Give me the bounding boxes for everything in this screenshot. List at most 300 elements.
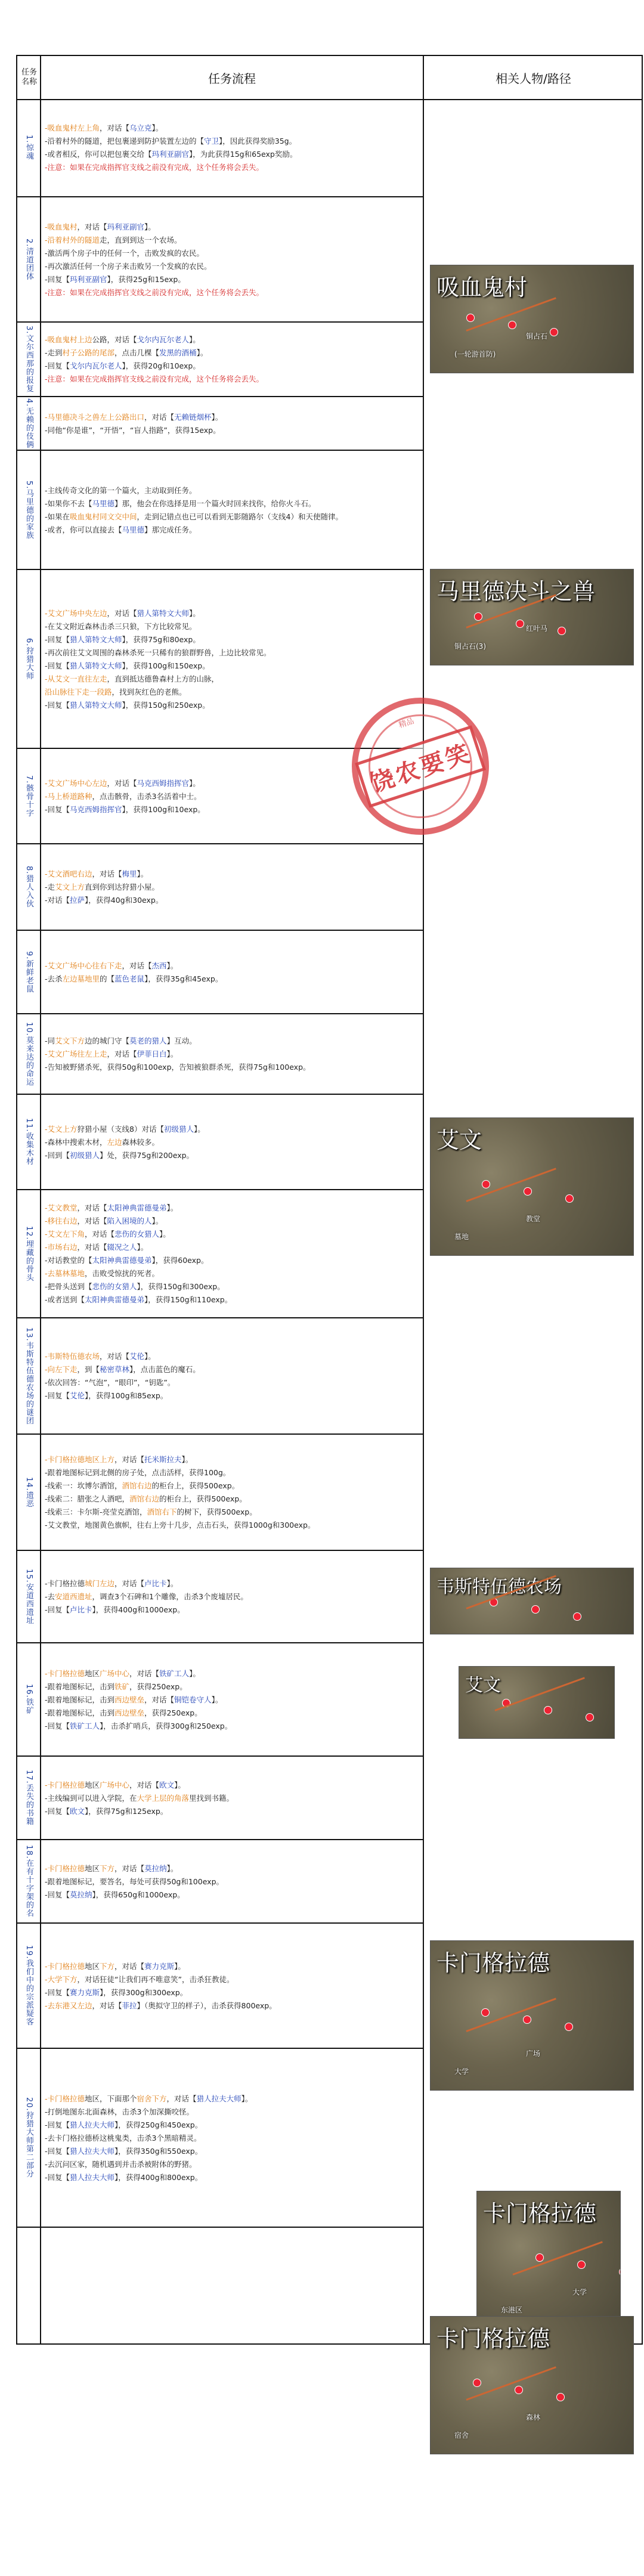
step-text: -回复【 [45,274,70,284]
step-text: 杰西 [151,961,167,970]
step-text: 猎人拉夫大师 [70,2120,115,2129]
task-step [45,1591,418,1602]
task-step [45,881,418,893]
step-text: 里找到书籍。 [189,1793,234,1803]
task-row [17,1190,423,1318]
step-text: 】。 [159,1230,171,1239]
map-title: 卡门格拉德 [483,2200,597,2227]
task-steps [45,1318,418,1433]
step-text: 赛力克斯 [70,1987,100,1997]
task-step [45,1792,418,1804]
task-name-text: 5.马里德的家族 [24,480,33,540]
task-steps [45,1757,418,1839]
step-text: 城门左边 [85,1579,115,1588]
step-text: 地区，下面那个 [85,2094,137,2103]
task-step [45,1048,418,1060]
task-step [45,1215,418,1227]
task-row [17,1643,423,1757]
task-step [45,1863,418,1874]
map-label: (一轮游首防) [454,350,496,358]
step-text: ，对话【 [166,2094,197,2103]
step-text: -回复【 [45,1806,70,1816]
step-text: 铁矿 [114,1682,130,1691]
step-text: 】，获得150g和300exp。 [137,1282,225,1291]
step-text: 】。 [151,1216,163,1225]
task-name [17,451,40,569]
task-row [17,1757,423,1840]
step-text: 玛利亚副官 [107,222,145,231]
step-text: 莫拉纳 [144,1863,167,1873]
step-text: 】。 [144,1352,156,1361]
step-text: ，到【 [77,1365,100,1374]
task-name [17,1924,40,2048]
step-text: 太阳神典雷德曼弟 [92,1256,152,1265]
step-text: -艾文酒吧右边 [45,869,92,878]
step-text: 】。 [166,1579,178,1588]
step-text: -再次前往艾文周围的森林杀死一只稀有的狼群野兽，上边比较常见。 [45,648,271,657]
task-step [45,1364,418,1375]
step-text: -回复【 [45,1987,70,1997]
step-text: -如果你不去【 [45,499,92,508]
task-step [45,894,418,906]
step-text: 马里德 [92,499,115,508]
step-text: 艾伦 [70,1391,85,1400]
task-name-text: 9.新鲜老鼠 [24,950,33,993]
step-text: 】。 [211,1695,223,1704]
task-step [45,1604,418,1615]
step-text: 狩猎小屋（支线8）对话【 [77,1124,164,1134]
task-steps [45,570,418,748]
task-name [17,1095,40,1189]
step-text: ，对话【 [77,222,107,231]
step-text: -卡门格拉德 [45,2094,85,2103]
step-text: -移往右边 [45,1216,78,1225]
step-text: 大学上层的角落 [137,1793,190,1803]
step-text: -去墓林墓地 [45,1269,85,1278]
step-text: -马上桥道路种 [45,791,92,801]
task-name [17,1014,40,1094]
map-title: 韦斯特伍德农场 [436,1577,562,1597]
map-marker-icon [565,1194,574,1203]
step-text: 】。 [181,1455,193,1464]
map-screenshot [430,1940,634,2091]
step-text: 】。 [166,1203,178,1212]
step-text: -把骨头送到【 [45,1282,92,1291]
step-text: 铁矿工人 [70,1721,100,1730]
step-text: -打倒地图东北面森林，击杀3个加深撕咬怪。 [45,2107,194,2116]
task-step [45,2000,418,2011]
task-steps [45,1095,418,1189]
map-marker-icon [474,612,482,621]
step-text: 】。 [189,1668,200,1678]
task-name [17,99,40,196]
task-steps [45,844,418,930]
step-text: 】处，获得75g和200exp。 [100,1150,194,1160]
task-name-text: 10.莫来达的命运 [24,1021,33,1086]
task-name-text: 4.无赖的伎俩 [24,398,33,449]
task-step [45,1035,418,1046]
map-marker-icon [481,2008,490,2017]
map-label: 红叶马 [526,624,548,633]
task-step [45,1578,418,1589]
map-marker-icon [565,2023,573,2031]
task-name [17,1318,40,1433]
step-text: -艾文广场中心左边 [45,778,107,788]
task-step [45,608,418,619]
task-step [45,122,418,134]
task-steps [45,2049,418,2227]
step-text: 悲伤的女猎人 [92,1282,137,1291]
step-text: 】，获得350g和550exp。 [114,2146,203,2156]
step-text: 拉萨 [70,896,85,905]
task-row [17,1840,423,1924]
map-title: 吸血鬼村 [436,274,528,301]
step-text: -回复【 [45,1890,70,1899]
step-text: -大学下方 [45,1974,78,1984]
task-step [45,148,418,160]
map-label: 铜占石(3) [454,642,486,651]
step-text: 蓝色老鼠 [114,974,145,983]
step-text: -吸血鬼村左上角 [45,123,100,132]
step-text: ，获得250exp。 [129,1682,187,1691]
step-text: 】，获得35g和45exp。 [144,974,223,983]
step-text: -卡门格拉德 [45,1961,85,1971]
task-step [45,634,418,645]
col-divider-2 [423,56,424,2343]
task-step [45,1681,418,1692]
task-name-text: 8.猎人入伙 [24,866,33,908]
step-text: -走到 [45,348,63,357]
step-text: ，对话【 [100,1352,130,1361]
map-screenshot [430,2316,634,2454]
step-text: 】。 [189,335,200,344]
task-name-text: 15.安道西遗址 [24,1568,33,1625]
step-text: -卡门格拉德 [45,1863,85,1873]
task-name-text: 20.狩猎大师第二部分 [24,2097,33,2178]
map-screenshot [476,2191,621,2329]
task-step [45,621,418,632]
step-text: 西边壁垒 [114,1695,145,1704]
task-step [45,2172,418,2183]
map-screenshot [430,1568,634,1634]
map-title: 卡门格拉德 [436,1950,550,1976]
step-text: -告知被野猪杀死，获得50g和100exp，告知被狼群杀死，获得75g和100exp。 [45,1063,311,1072]
step-text: ，对话【 [114,1961,145,1971]
step-text: ，对话【 [92,869,122,878]
step-text: 菲拉 [122,2001,137,2010]
map-marker-icon [523,2015,531,2024]
step-text: 】，获得250g和450exp。 [114,2120,203,2129]
step-text: 托米斯拉夫 [144,1455,182,1464]
step-text: -主线编到可以进入学院，在 [45,1793,137,1803]
task-steps [45,451,418,569]
step-text: 乌立克 [129,123,152,132]
step-text: -回复【 [45,2172,70,2182]
step-text: 】。 [166,1863,178,1873]
step-text: 】，获得400g和1000exp。 [92,1605,185,1614]
step-text: -线索三：卡尔斯-亮莹克酒馆， [45,1507,147,1516]
task-name-text: 17.丢失的书籍 [24,1770,33,1826]
task-step [45,660,418,671]
task-row [17,570,423,749]
task-row [17,1318,423,1435]
map-marker-icon [556,2393,565,2401]
task-step [45,673,418,685]
task-step [45,1454,418,1465]
step-text: 】，获得150g和250exp。 [122,700,210,710]
task-name [17,570,40,748]
task-step [45,1061,418,1073]
task-row [17,197,423,323]
step-text: ，对话【 [107,1049,137,1058]
step-text: -回复【 [45,2120,70,2129]
step-text: -艾文广场中央左边 [45,608,107,618]
step-text: 安道西遗址 [55,1592,92,1601]
step-text: -回复【 [45,1391,70,1400]
task-step [45,274,418,285]
step-text: ，对话【 [77,1243,107,1252]
step-text: 】。 [174,1961,185,1971]
task-step [45,1519,418,1531]
step-text: 】，点击蓝色的魔石。 [129,1365,200,1374]
step-text: 】。 [189,778,200,788]
task-step [45,360,418,371]
task-name [17,2049,40,2227]
map-marker-icon [508,321,516,329]
step-text: -回复【 [45,634,70,644]
step-text: -再次激活任何一个房子来击败另一个发疯的农民。 [45,261,212,271]
step-text: 】，因此获得奖励35g。 [219,137,297,145]
step-text: -同他“你是谁”，“开悟”，“盲人指路”，获得15exp。 [45,425,221,435]
map-label: 墓地 [454,1233,469,1241]
step-text: 初级猎人 [163,1124,194,1134]
step-text: 伊菲日白 [137,1049,167,1058]
task-row [17,1924,423,2049]
task-step [45,1480,418,1491]
step-text: 猎人第特文大师 [137,608,190,618]
step-text: -卡门格拉德地区上方 [45,1455,115,1464]
map-marker-icon [550,328,558,336]
step-text: ，走到记错点也已可以看到无影随路尔（支线4）和天使随律。 [137,512,343,521]
step-text: -回复【 [45,361,70,370]
task-step [45,287,418,298]
step-text: -艾文广场往左上走 [45,1049,107,1058]
step-text: -艾文上方 [45,1124,78,1134]
task-step [45,1377,418,1388]
step-text: 】。 [194,1124,205,1134]
table-header [17,56,642,100]
step-text: 酒馆右边 [122,1481,152,1490]
step-text: -对话教堂的【 [45,1256,92,1265]
header-name: 任务名称 [21,68,37,86]
task-steps [45,1190,418,1317]
step-text: 宿舍下方 [137,2094,167,2103]
task-name-text: 19.我们中的宗派疑客 [24,1945,33,2026]
step-text: 】。 [189,608,200,618]
task-name-text: 12.埋藏的骨头 [24,1225,33,1282]
task-step [45,411,418,423]
task-step [45,1150,418,1161]
step-text: -艾文教堂，地图黄色旗帜，往右上旁十几步，点击石头，获得1000g和300exp。 [45,1521,315,1530]
step-text: 】，获得650g和1000exp。 [92,1890,185,1899]
step-text: -或者送到【 [45,1295,85,1304]
step-text: -吸血鬼村上边 [45,335,92,344]
step-text: -跟着地图标记到北侧的房子处，点击活样，获得100g。 [45,1468,231,1477]
step-text: 边的城门守【 [85,1036,130,1045]
step-text: -跟着地图标记，击到 [45,1695,115,1704]
step-text: -回复【 [45,661,70,670]
task-step [45,699,418,711]
step-text: 吸血鬼村同文交中间 [70,512,137,521]
task-step [45,373,418,385]
task-steps [45,323,418,396]
step-text: 初级猎人 [70,1150,100,1160]
step-text: 森林较多。 [122,1137,160,1147]
step-text: 欧文 [159,1780,175,1789]
step-text: 】，获得300g和300exp。 [100,1987,188,1997]
step-text: 猎人第特文大师 [70,661,122,670]
task-step [45,334,418,345]
step-text: 下方 [100,1863,115,1873]
step-text: 发黑的酒桶 [159,348,197,357]
task-row [17,844,423,931]
map-screenshot [430,1117,634,1256]
map-marker-icon [524,1187,532,1196]
map-title: 艾文 [465,1675,501,1696]
map-label: 森林 [526,2413,541,2422]
task-name-text: 14.遗恶 [24,1476,33,1508]
task-step [45,1281,418,1292]
step-text: -同 [45,1036,55,1045]
step-text: ，对话【 [144,1695,175,1704]
task-step [45,1506,418,1518]
step-text: -跟着地图标记，击到 [45,1682,115,1691]
task-steps [45,1924,418,2048]
task-step [45,1137,418,1148]
step-text: 公路，对话【 [92,335,137,344]
task-name [17,323,40,396]
task-row [17,1014,423,1095]
step-text: ，对话【 [129,1780,160,1789]
step-text: 地区 [85,1961,100,1971]
step-text: -沿着村外的隧道 [45,235,100,244]
map-marker-icon [515,2386,523,2394]
header-flow: 任务流程 [208,71,256,86]
step-text: 】。 [174,1780,185,1789]
step-text: -去卡门格拉德桥这桃鬼类，击杀3个黑暗精灵。 [45,2133,202,2142]
task-row [17,2049,423,2228]
step-text: ，对话【 [107,608,137,618]
step-text: 无赖链烟杯 [174,412,212,422]
task-step [45,1974,418,1985]
map-title: 马里德决斗之兽 [436,578,596,605]
route-path [512,2241,602,2275]
task-step [45,425,418,436]
step-text: 卢比卡 [70,1605,92,1614]
task-step [45,1390,418,1401]
task-step [45,1806,418,1817]
route-path [494,1677,584,1711]
map-marker-icon [531,1605,540,1614]
step-text: ，对话【 [77,1203,107,1212]
map-label: 大学 [572,2288,587,2296]
step-text: ，点击骸骨，击杀3名活着中士。 [92,791,202,801]
step-text: 】，获得20g和10exp。 [122,361,200,370]
step-text: ，对话【 [114,1455,145,1464]
step-text: 猎人拉夫大师 [70,2146,115,2156]
step-text: -回复【 [45,2146,70,2156]
task-step [45,1351,418,1362]
map-marker-icon [482,1180,490,1188]
task-step [45,2132,418,2144]
task-step [45,1779,418,1791]
task-name-text: 6.狩猎大师 [24,637,33,680]
step-text: 直到你到达狩猎小屋。 [85,883,160,891]
route-path [466,1168,556,1202]
task-name [17,844,40,930]
step-text: 酒馆右下 [147,1507,177,1516]
task-step [45,1294,418,1305]
step-text: -在艾文附近森林击杀三只狼，下方比较常见。 [45,621,197,631]
step-text: 戈尔内瓦尔老人 [137,335,190,344]
task-row [17,1095,423,1190]
task-steps [45,1014,418,1094]
task-name-text: 13.韦斯特伍德农场的谜团 [24,1327,33,1425]
task-step [45,1123,418,1135]
step-text: 太阳神典雷德曼弟 [107,1203,167,1212]
step-text: 铜铠卷守人 [174,1695,212,1704]
step-text: ，点击几棵【 [114,348,160,357]
step-text: 】，获得60exp。 [151,1256,209,1265]
task-name [17,1757,40,1839]
task-name [17,1840,40,1922]
task-step [45,1467,418,1478]
header-people: 相关人物/路径 [496,71,571,86]
step-text: 辍况之人 [107,1243,137,1252]
map-screenshot [459,1666,615,1739]
step-text: -吸血鬼村 [45,222,78,231]
step-text: -森林中搜索木材， [45,1137,107,1147]
step-text: -激活两个房子中的任何一个，击败发疯的农民。 [45,248,205,258]
step-text: -艾文左下角 [45,1230,85,1239]
task-step [45,135,418,147]
map-label: 教堂 [526,1215,541,1223]
step-text: -马里德决斗之兽左上公路出口 [45,412,145,422]
task-row [17,99,423,197]
step-text: 猎人拉夫大师 [196,2094,242,2103]
step-text: ，对话【 [85,1230,115,1239]
task-row [17,931,423,1014]
step-text: 】互动。 [166,1036,197,1045]
task-step [45,1668,418,1679]
step-text: 马里德 [122,525,145,534]
task-step [45,1720,418,1732]
step-text: 】那，他会在你选择是用一个篇火时回来找你，给你火斗石。 [114,499,316,508]
step-text: 秘密草林 [100,1365,130,1374]
step-text: -线索一：坎博尔酒馆， [45,1481,122,1490]
step-text: 】。 [211,412,223,422]
step-text: 】。 [196,348,208,357]
step-text: ，击败受惊扰的死者。 [85,1269,160,1278]
task-row [17,323,423,397]
step-text: 地区 [85,1780,100,1789]
task-step [45,2119,418,2131]
step-text: ，对话【 [100,123,130,132]
task-step [45,347,418,358]
step-text: 卢比卡 [144,1579,167,1588]
step-text: 】，获得40g和30exp。 [85,896,163,905]
step-text: ，直到抵达德鲁森村上方的山脉， [107,674,219,683]
